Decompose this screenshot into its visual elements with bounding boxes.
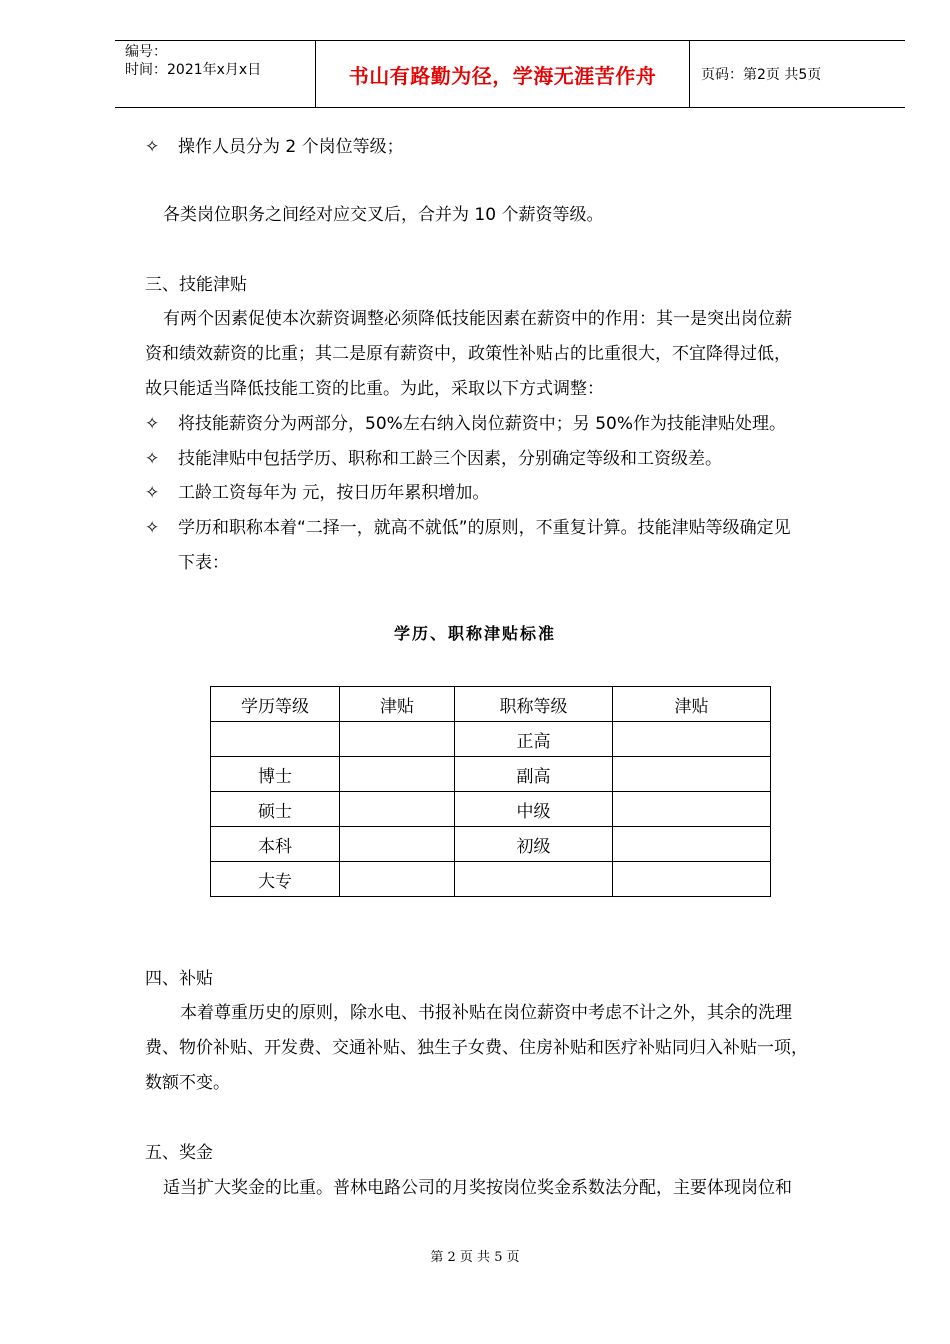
- paragraph-2-line-2: 资和绩效薪资的比重；其二是原有薪资中，政策性补贴占的比重很大，不宜降得过低，: [145, 344, 791, 364]
- table-cell: [613, 827, 771, 862]
- table-cell: 本科: [211, 827, 340, 862]
- header-motto: 书山有路勤为径，学海无涯苦作舟: [348, 63, 657, 88]
- table-cell: [613, 722, 771, 757]
- header-page-info: 页码：第2页 共5页: [701, 67, 822, 83]
- bullet-text-2: 技能津贴中包括学历、职称和工龄三个因素，分别确定等级和工资级差。: [178, 449, 722, 469]
- table-row: [211, 757, 771, 792]
- table-cell: [340, 862, 455, 897]
- table-cell: [340, 827, 455, 862]
- table-row: [211, 827, 771, 862]
- bullet-icon: ✧: [145, 137, 160, 157]
- table-title: 学历、职称津贴标准: [393, 624, 556, 643]
- table-cell: 博士: [211, 757, 340, 792]
- allowance-table: [210, 686, 771, 897]
- bullet-icon: ✧: [145, 449, 160, 469]
- paragraph-4-line-1: 适当扩大奖金的比重。普林电路公司的月奖按岗位奖金系数法分配，主要体现岗位和: [163, 1178, 792, 1198]
- bullet-text-0: 操作人员分为 2 个岗位等级；: [178, 137, 404, 157]
- table-row: [211, 722, 771, 757]
- section-heading-3: 三、技能津贴: [145, 275, 247, 295]
- table-cell: 大专: [211, 862, 340, 897]
- table-row: [211, 792, 771, 827]
- table-header-row: [211, 687, 771, 722]
- table-cell: 中级: [455, 792, 613, 827]
- table-cell: [613, 862, 771, 897]
- table-cell: [340, 757, 455, 792]
- table-cell: 硕士: [211, 792, 340, 827]
- table-cell: [455, 862, 613, 897]
- paragraph-2-line-1: 有两个因素促使本次薪资调整必须降低技能因素在薪资中的作用：其一是突出岗位薪: [163, 309, 792, 329]
- table-cell: 初级: [455, 827, 613, 862]
- paragraph-3-line-1: 本着尊重历史的原则，除水电、书报补贴在岗位薪资中考虑不计之外，其余的洗理: [180, 1003, 792, 1023]
- table-header-cell: 职称等级: [455, 687, 613, 722]
- paragraph-1: 各类岗位职务之间经对应交叉后，合并为 10 个薪资等级。: [163, 205, 604, 225]
- bullet-text-3: 工龄工资每年为 元，按日历年累积增加。: [178, 483, 490, 503]
- page-header: [115, 40, 905, 108]
- table-cell: [211, 722, 340, 757]
- page-footer: 第 2 页 共 5 页: [430, 1250, 520, 1265]
- section-heading-5: 五、奖金: [145, 1143, 213, 1163]
- table-header-cell: 学历等级: [211, 687, 340, 722]
- bullet-text-1: 将技能薪资分为两部分，50%左右纳入岗位薪资中；另 50%作为技能津贴处理。: [178, 414, 786, 434]
- doc-number: 编号：: [125, 44, 167, 60]
- table-row: [211, 862, 771, 897]
- doc-time: 时间：2021年x月x日: [125, 62, 262, 78]
- table-cell: 副高: [455, 757, 613, 792]
- table-header-cell: 津贴: [340, 687, 455, 722]
- paragraph-3-line-3: 数额不变。: [145, 1073, 230, 1093]
- section-heading-4: 四、补贴: [145, 969, 213, 989]
- header-motto-cell: [315, 41, 690, 107]
- bullet-text-4-line-1: 学历和职称本着“二择一，就高不就低”的原则，不重复计算。技能津贴等级确定见: [178, 518, 791, 538]
- header-page-cell: [689, 41, 905, 107]
- table-cell: [613, 792, 771, 827]
- table-cell: [613, 757, 771, 792]
- paragraph-3-line-2: 费、物价补贴、开发费、交通补贴、独生子女费、住房补贴和医疗补贴同归入补贴一项，: [145, 1038, 808, 1058]
- paragraph-2-line-3: 故只能适当降低技能工资的比重。为此，采取以下方式调整：: [145, 379, 604, 399]
- bullet-icon: ✧: [145, 483, 160, 503]
- bullet-text-4-line-2: 下表：: [178, 553, 229, 573]
- header-meta: [115, 41, 315, 107]
- bullet-icon: ✧: [145, 414, 160, 434]
- table-cell: 正高: [455, 722, 613, 757]
- bullet-icon: ✧: [145, 518, 160, 538]
- table-cell: [340, 722, 455, 757]
- table-cell: [340, 792, 455, 827]
- table-header-cell: 津贴: [613, 687, 771, 722]
